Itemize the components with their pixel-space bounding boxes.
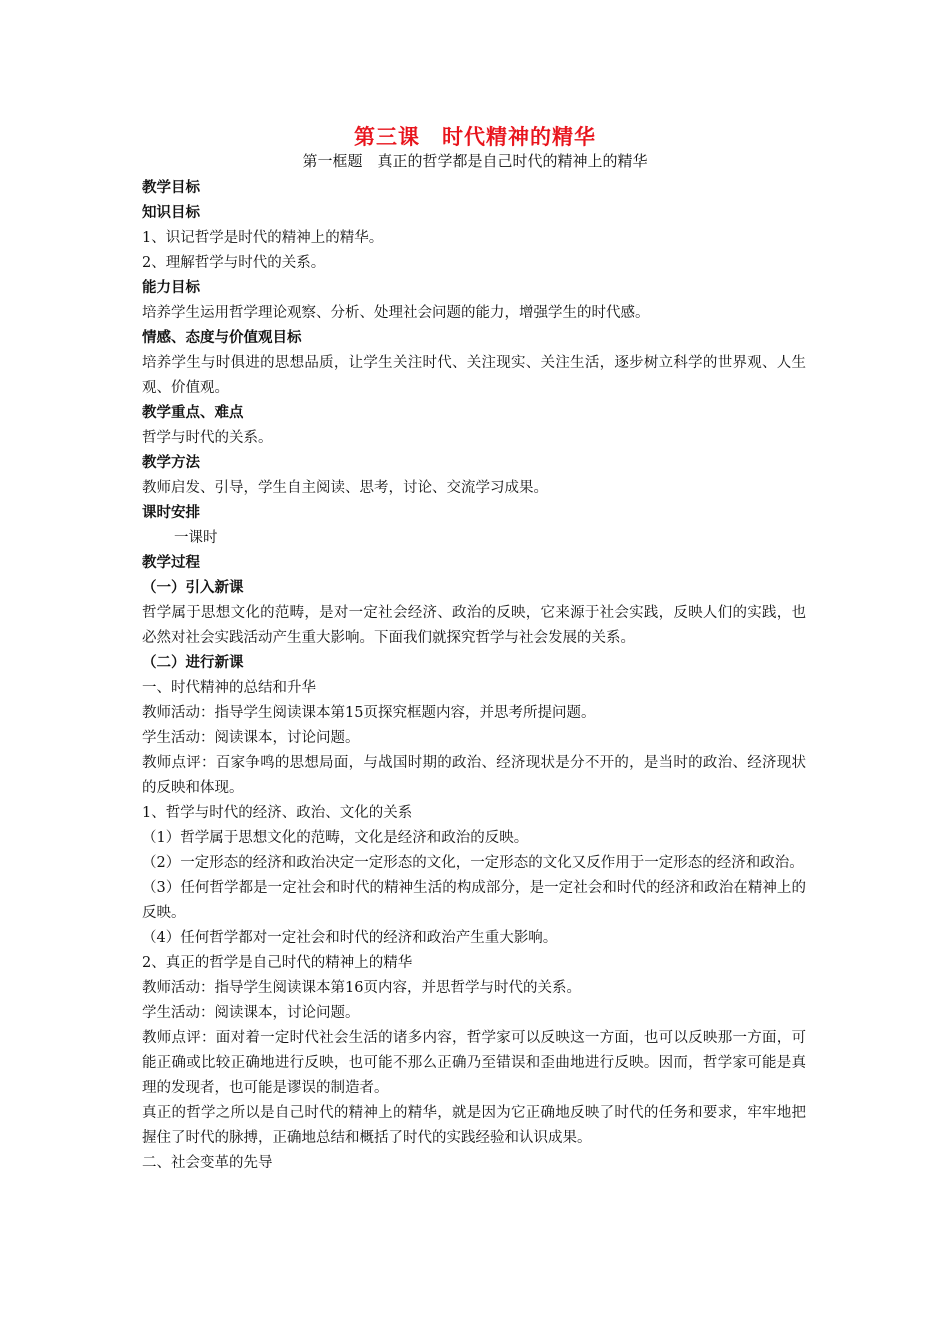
- section-heading: 知识目标: [142, 205, 200, 221]
- document-body: [142, 176, 806, 1176]
- section-heading: 课时安排: [142, 505, 200, 521]
- paragraph-line: 学生活动：阅读课本，讨论问题。: [142, 730, 360, 746]
- paragraph-line: 教师点评：面对着一定时代社会生活的诸多内容，哲学家可以反映这一方面，也可以反映那一方面，可能正确或比较正确地进行反映，也可能不那么正确乃至错误和歪曲地进行反映。因而，哲学家可能是真理的发现者，也可能是谬误的制造者。: [142, 1030, 806, 1096]
- paragraph-line: 教师活动：指导学生阅读课本第15页探究框题内容，并思考所提问题。: [142, 705, 596, 721]
- paragraph-line: （3）任何哲学都是一定社会和时代的精神生活的构成部分，是一定社会和时代的经济和政治在精神上的反映。: [142, 880, 806, 921]
- paragraph-line: （4）任何哲学都对一定社会和时代的经济和政治产生重大影响。: [142, 930, 558, 946]
- paragraph-line: 1、识记哲学是时代的精神上的精华。: [142, 230, 384, 246]
- section-heading: 能力目标: [142, 280, 200, 296]
- paragraph-line: 哲学属于思想文化的范畴，是对一定社会经济、政治的反映，它来源于社会实践，反映人们的实践，也必然对社会实践活动产生重大影响。下面我们就探究哲学与社会发展的关系。: [142, 605, 806, 646]
- section-heading: 教学过程: [142, 555, 200, 571]
- section-heading: 教学目标: [142, 180, 200, 196]
- paragraph-line: 2、真正的哲学是自己时代的精神上的精华: [142, 955, 413, 971]
- paragraph-line: 1、哲学与时代的经济、政治、文化的关系: [142, 805, 413, 821]
- paragraph-line: 一、时代精神的总结和升华: [142, 680, 316, 696]
- section-heading: （一）引入新课: [142, 580, 244, 596]
- paragraph-line: 教师点评：百家争鸣的思想局面，与战国时期的政治、经济现状是分不开的，是当时的政治、经济现状的反映和体现。: [142, 755, 806, 796]
- paragraph-line: （2）一定形态的经济和政治决定一定形态的文化，一定形态的文化又反作用于一定形态的经济和政治。: [142, 855, 804, 871]
- paragraph-line: 2、理解哲学与时代的关系。: [142, 255, 326, 271]
- section-heading: 教学重点、难点: [142, 405, 244, 421]
- lesson-title: 第三课 时代精神的精华: [354, 125, 596, 149]
- paragraph-line: 培养学生运用哲学理论观察、分析、处理社会问题的能力，增强学生的时代感。: [142, 305, 650, 321]
- paragraph-line: 教师活动：指导学生阅读课本第16页内容，并思哲学与时代的关系。: [142, 980, 581, 996]
- paragraph-line: 教师启发、引导，学生自主阅读、思考，讨论、交流学习成果。: [142, 480, 548, 496]
- paragraph-line: 一课时: [174, 530, 218, 546]
- paragraph-line: 哲学与时代的关系。: [142, 430, 273, 446]
- section-subtitle: 第一框题 真正的哲学都是自己时代的精神上的精华: [302, 152, 648, 170]
- paragraph-line: 真正的哲学之所以是自己时代的精神上的精华，就是因为它正确地反映了时代的任务和要求，牢牢地把握住了时代的脉搏，正确地总结和概括了时代的实践经验和认识成果。: [142, 1105, 806, 1146]
- paragraph-line: 二、社会变革的先导: [142, 1155, 273, 1171]
- section-heading: 教学方法: [142, 455, 200, 471]
- section-heading: （二）进行新课: [142, 655, 244, 671]
- paragraph-line: 学生活动：阅读课本，讨论问题。: [142, 1005, 360, 1021]
- paragraph-line: 培养学生与时俱进的思想品质，让学生关注时代、关注现实、关注生活，逐步树立科学的世界观、人生观、价值观。: [142, 355, 806, 396]
- section-heading: 情感、态度与价值观目标: [142, 330, 302, 346]
- paragraph-line: （1）哲学属于思想文化的范畴，文化是经济和政治的反映。: [142, 830, 529, 846]
